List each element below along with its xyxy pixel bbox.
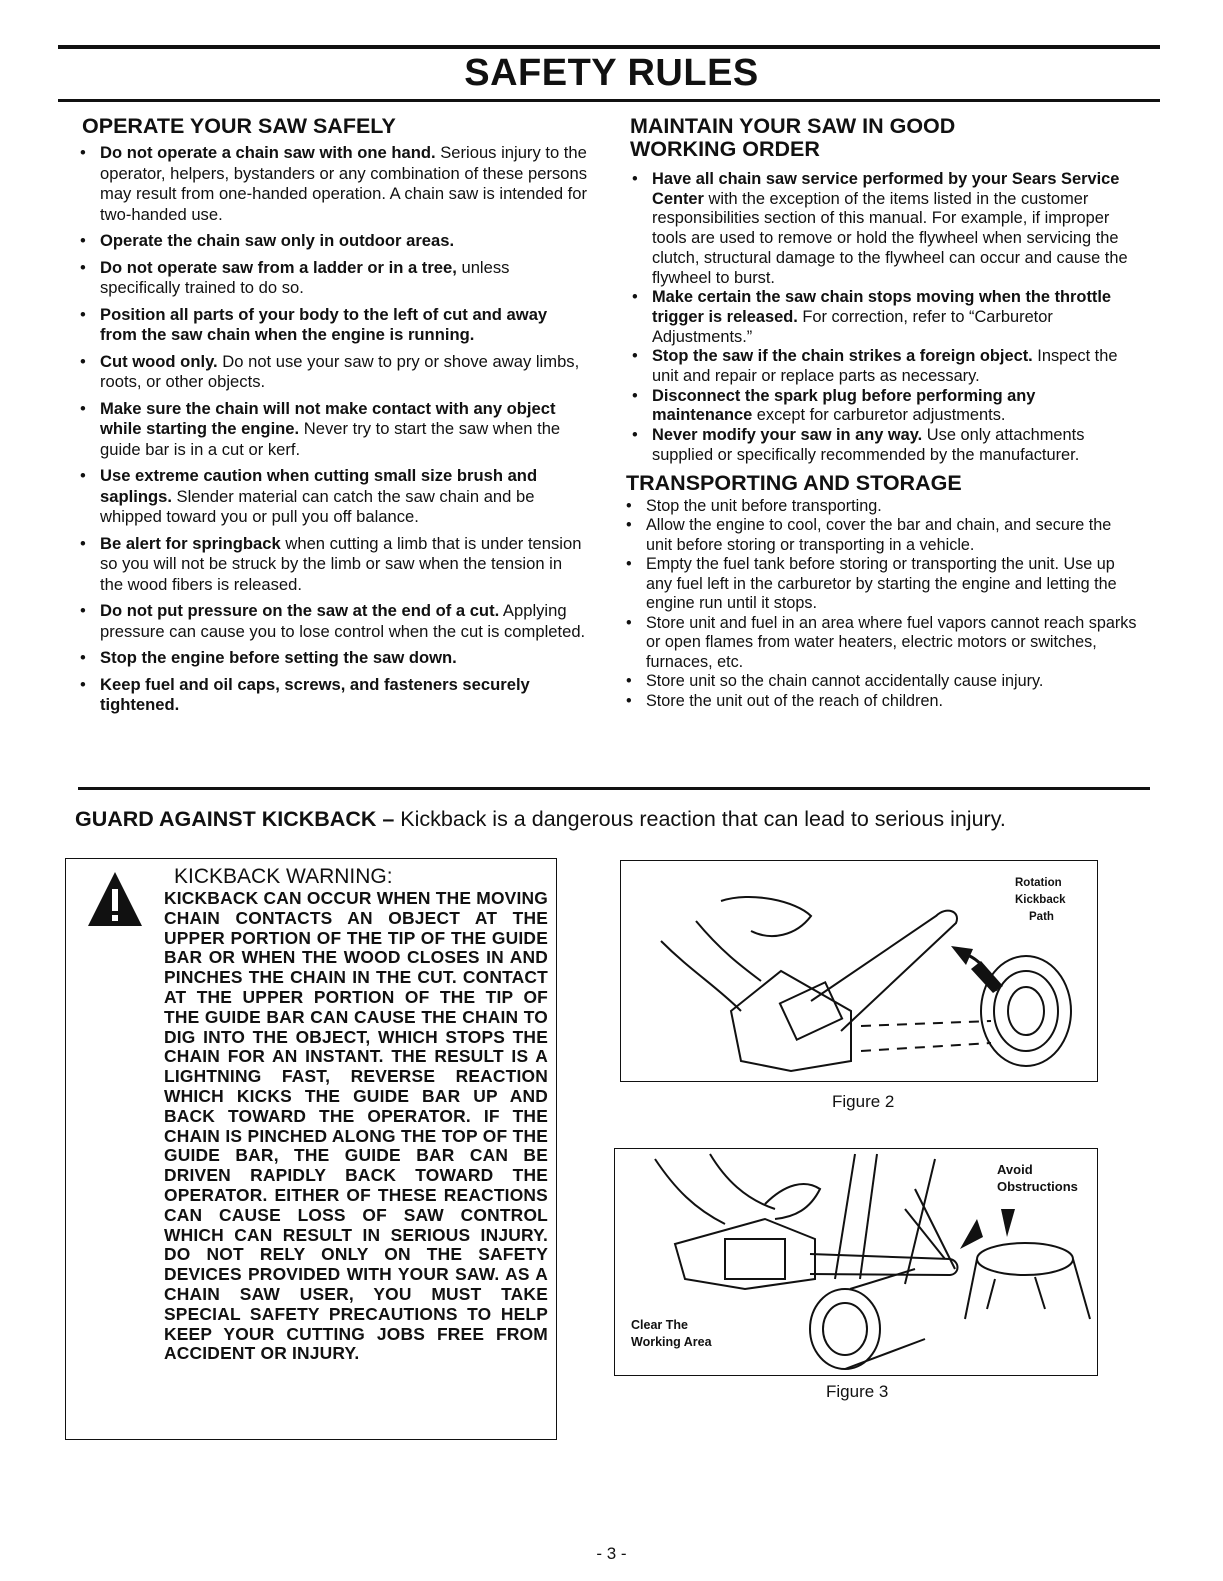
bullet-icon: • (80, 231, 86, 250)
operate-item (78, 534, 588, 596)
maintain-item (630, 426, 1138, 465)
operate-item-text: Serious injury to the operator, helpers, bystanders or any combination of these persons may result from one-handed operation. A chain saw is intended for two-handed use. (100, 143, 588, 224)
bullet-icon: • (626, 496, 632, 515)
clear-working-area-label (631, 1317, 712, 1351)
maintain-item (630, 288, 1138, 347)
maintain-item-text: Inspect the unit and repair or replace parts as necessary. (652, 347, 1118, 386)
operate-item (78, 352, 588, 393)
transport-item (624, 516, 1138, 555)
warning-heading: KICKBACK WARNING: (174, 865, 393, 888)
maintain-item-bold: Have all chain saw service performed by your Sears Service Center (652, 170, 1120, 208)
transport-item (624, 497, 1138, 517)
maintain-heading: MAINTAIN YOUR SAW IN GOOD WORKING ORDER (630, 114, 956, 161)
transport-list (624, 497, 1138, 712)
avoid-obstructions-label (997, 1161, 1078, 1195)
operate-item-bold: Be alert for springback (100, 533, 281, 553)
rotation-label: Rotation (1015, 877, 1062, 889)
figure-2-box (620, 860, 1098, 1082)
maintain-item-bold: Stop the saw if the chain strikes a foreign object. (652, 347, 1033, 366)
warning-triangle-icon (86, 869, 144, 929)
bullet-icon: • (80, 466, 86, 485)
guard-bold: GUARD AGAINST KICKBACK – (75, 807, 395, 831)
transport-item-text: Store the unit out of the reach of children. (646, 691, 943, 710)
bullet-icon: • (80, 304, 86, 324)
operate-item-bold: Stop the engine before setting the saw down. (100, 648, 457, 667)
operate-item-bold: Make sure the chain will not make contact with any object while starting the engine. (100, 398, 556, 438)
operate-item-text: Applying pressure can cause you to lose control when the cut is completed. (100, 601, 586, 641)
transport-item (624, 692, 1138, 712)
guard-statement (75, 807, 1006, 832)
operate-item (78, 466, 588, 528)
bullet-icon: • (632, 170, 638, 188)
clear-label: Clear The (631, 1318, 688, 1332)
operate-item (78, 231, 588, 252)
bullet-icon: • (80, 398, 86, 418)
bullet-icon: • (80, 143, 86, 162)
transport-heading: TRANSPORTING AND STORAGE (626, 470, 962, 495)
obstructions-label: Obstructions (997, 1179, 1078, 1194)
maintain-item-text: with the exception of the items listed in the customer responsibilities section of this manual. For example, if improper tools are used to remove or hold the flywheel when servicing the clutch, structural damage to the flywheel can occur and cause the flywheel to burst. (652, 189, 1128, 287)
page-title: SAFETY RULES (464, 52, 759, 94)
bullet-icon: • (632, 386, 638, 405)
operate-item-bold: Do not operate saw from a ladder or in a tree, (100, 257, 457, 277)
operate-item-bold: Operate the chain saw only in outdoor areas. (100, 231, 455, 250)
operate-item (78, 675, 588, 716)
top-rule (58, 45, 1160, 49)
bullet-icon: • (626, 555, 632, 574)
operate-heading: OPERATE YOUR SAW SAFELY (82, 114, 396, 138)
operate-item (78, 258, 588, 299)
bullet-icon: • (80, 257, 86, 277)
section-rule (78, 787, 1150, 790)
operate-item-text: unless specifically trained to do so. (100, 257, 510, 297)
kickback-warning-box (65, 858, 557, 1440)
working-area-label: Working Area (631, 1335, 712, 1349)
operate-list (78, 143, 588, 716)
bullet-icon: • (632, 347, 638, 366)
warning-body: KICKBACK CAN OCCUR WHEN THE MOVING CHAIN CONTACTS AN OBJECT AT THE UPPER PORTION OF THE TIP OF THE GUIDE BAR OR WHEN THE WOOD CLOSES IN AND PINCHES THE CHAIN IN THE CUT. CONTACT AT THE UPPER PORTION OF THE TIP OF THE GUIDE BAR CAN CAUSE THE CHAIN TO DIG INTO THE OBJECT, WHICH STOPS THE CHAIN FOR AN INSTANT. THE RESULT IS A LIGHTNING FAST, REVERSE REACTION WHICH KICKS THE GUIDE BAR UP AND BACK TOWARD THE OPERATOR. IF THE CHAIN IS PINCHED ALONG THE TOP OF THE GUIDE BAR, THE GUIDE BAR CAN BE DRIVEN RAPIDLY BACK TOWARD THE OPERATOR. EITHER OF THESE REACTIONS CAN CAUSE LOSS OF SAW CONTROL WHICH CAN RESULT IN SERIOUS INJURY. DO NOT RELY ONLY ON THE SAFETY DEVICES PROVIDED WITH YOUR SAW. AS A CHAIN SAW USER, YOU MUST TAKE SPECIAL SAFETY PRECAUTIONS TO HELP KEEP YOUR CUTTING JOBS FREE FROM ACCIDENT OR INJURY. (164, 888, 548, 1364)
maintain-item-bold: Disconnect the spark plug before performing any maintenance (652, 386, 1036, 425)
transport-item-text: Store unit so the chain cannot accidentally cause injury. (646, 672, 1044, 691)
operate-item-bold: Use extreme caution when cutting small size brush and saplings. (100, 466, 538, 506)
bullet-icon: • (80, 533, 86, 553)
figure-2-caption: Figure 2 (832, 1092, 895, 1111)
operate-item (78, 648, 588, 669)
bullet-icon: • (80, 351, 86, 371)
maintain-section (626, 114, 1138, 711)
operate-item-bold: Keep fuel and oil caps, screws, and fasteners securely tightened. (100, 674, 530, 714)
bullet-icon: • (632, 426, 638, 445)
operate-section (82, 115, 588, 722)
operate-item-text: Do not use your saw to pry or shove away limbs, roots, or other objects. (100, 351, 580, 391)
maintain-item (630, 347, 1138, 386)
maintain-item-text: Use only attachments supplied or specifically recommended by the manufacturer. (652, 426, 1085, 464)
bullet-icon: • (80, 648, 86, 667)
transport-item-text: Allow the engine to cool, cover the bar and chain, and secure the unit before storing or transporting in a vehicle. (646, 516, 1112, 554)
page-number: - 3 - (596, 1544, 627, 1563)
bullet-icon: • (80, 601, 86, 620)
transport-item-text: Store unit and fuel in an area where fuel vapors cannot reach sparks or open flames from water heaters, electric motors or switches, furnaces, etc. (646, 613, 1137, 671)
maintain-item-bold: Never modify your saw in any way. (652, 426, 923, 445)
bullet-icon: • (626, 672, 632, 691)
operate-item-text: Never try to start the saw when the guide bar is in a cut or kerf. (100, 419, 561, 459)
bullet-icon: • (626, 691, 632, 710)
operate-item (78, 143, 588, 225)
maintain-item-text: For correction, refer to “Carburetor Adjustments.” (652, 307, 1053, 346)
guard-text: Kickback is a dangerous reaction that can lead to serious injury. (394, 807, 1006, 831)
transport-item (624, 555, 1138, 614)
maintain-item-bold: Make certain the saw chain stops moving when the throttle trigger is released. (652, 288, 1112, 326)
operate-item-bold: Do not operate a chain saw with one hand. (100, 143, 436, 162)
bullet-icon: • (80, 674, 86, 694)
operate-item-bold: Do not put pressure on the saw at the end of a cut. (100, 601, 500, 620)
rotation-kickback-label (1015, 875, 1066, 926)
operate-item-bold: Cut wood only. (100, 351, 218, 371)
bullet-icon: • (626, 613, 632, 632)
title-underline (58, 99, 1160, 102)
transport-item-text: Empty the fuel tank before storing or transporting the unit. Use up any fuel left in the carburetor by starting the engine and letting the engine run until it stops. (646, 555, 1117, 613)
maintain-list (630, 170, 1138, 466)
operate-item (78, 305, 588, 346)
bullet-icon: • (632, 288, 638, 307)
operate-item (78, 399, 588, 461)
maintain-item (630, 170, 1138, 288)
figure-3-box (614, 1148, 1098, 1376)
figure-3-caption: Figure 3 (826, 1382, 889, 1401)
transport-item (624, 672, 1138, 692)
path-label: Path (1029, 911, 1054, 923)
maintain-item-text: except for carburetor adjustments. (752, 406, 1006, 425)
operate-item (78, 601, 588, 642)
operate-item-text: Slender material can catch the saw chain and be whipped toward you or pull you off balance. (100, 486, 535, 526)
avoid-label: Avoid (997, 1162, 1033, 1177)
bullet-icon: • (626, 516, 632, 535)
operate-item-bold: Position all parts of your body to the left of cut and away from the saw chain when the engine is running. (100, 304, 548, 344)
kickback-label: Kickback (1015, 894, 1066, 906)
maintain-item (630, 387, 1138, 426)
operate-item-text: when cutting a limb that is under tension so you will not be struck by the limb or saw when the tension in the wood fibers is released. (100, 533, 582, 594)
transport-item (624, 614, 1138, 673)
transport-item-text: Stop the unit before transporting. (646, 496, 882, 515)
